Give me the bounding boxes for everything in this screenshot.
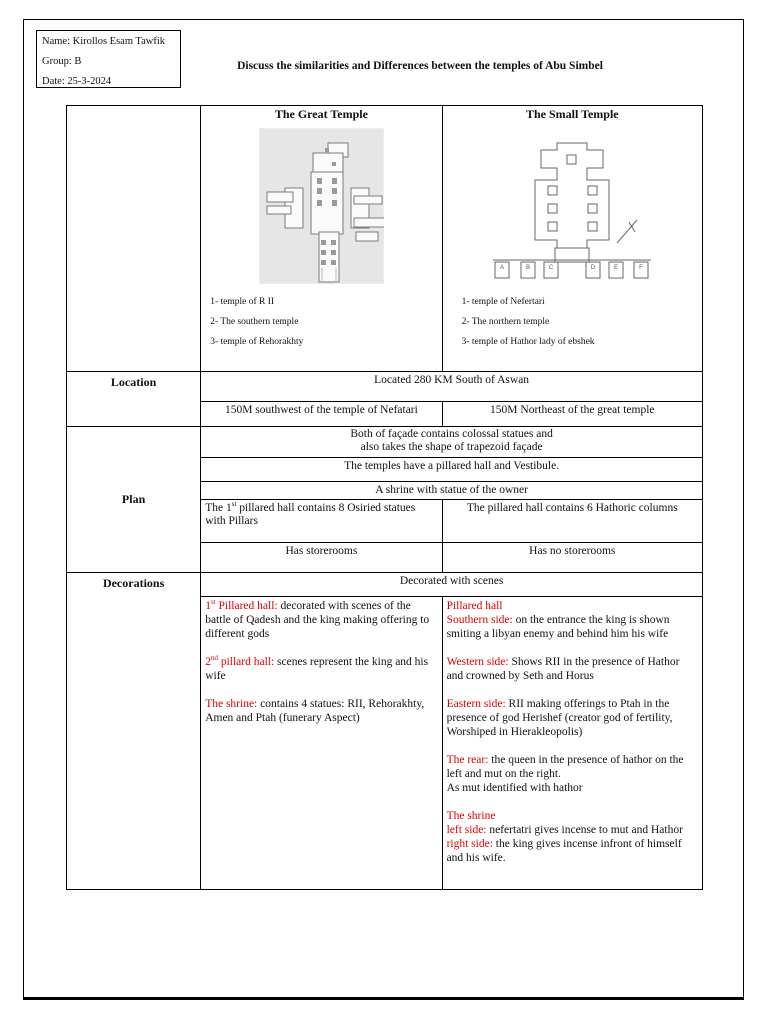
plan-label: Plan (67, 427, 201, 573)
group-label: Group: (42, 55, 72, 67)
small-temple-names-list (443, 284, 702, 352)
chamber-label: B (526, 265, 531, 271)
plan-great-storeroom: Has storerooms (201, 543, 442, 573)
plan-facade (201, 427, 703, 458)
text: contains 4 statues: RII, Rehorakhty, Amen and Ptah (funerary Aspect) (205, 698, 425, 724)
chamber-label: E (614, 265, 619, 271)
decorations-great (201, 597, 442, 890)
location-great: 150M southwest of the temple of Nefatari (201, 402, 442, 427)
text: decorated with scenes of the battle of Qadesh and the king making offering to different gods (205, 600, 430, 640)
red-text: The rear: (446, 754, 489, 766)
date-value: 25-3-2024 (67, 75, 112, 87)
location-small: 150M Northeast of the great temple (442, 402, 702, 427)
red-text: The shrine: (205, 698, 258, 710)
plan-facade-row (67, 427, 703, 458)
list-item: 1- temple of R II (210, 297, 275, 307)
list-item: 2- The southern temple (210, 317, 299, 327)
small-temple-cell (442, 106, 702, 372)
chamber-label: D (591, 265, 596, 271)
name-label: Name: (42, 36, 70, 47)
header-row (67, 106, 703, 372)
plan-pillared: The temples have a pillared hall and Vestibule. (201, 458, 703, 482)
text: As mut identified with hathor (446, 782, 583, 794)
small-decor-paragraph (447, 655, 698, 683)
red-text: Pillared hall: (215, 600, 278, 612)
decorations-shared: Decorated with scenes (201, 573, 703, 597)
red-text: left side: (446, 824, 487, 836)
name-line (42, 32, 175, 52)
location-row (67, 372, 703, 402)
plan-facade-line2: also takes the shape of trapezoid façade (360, 441, 543, 453)
text: RII making offerings to Ptah in the presence of god Herishef (creator god of fertility, Worshiped in Hierakleopolis) (446, 698, 673, 738)
student-info-box (36, 30, 181, 88)
chamber-label: A (500, 265, 505, 271)
great-decor-paragraph (205, 697, 437, 725)
student-name: Kirollos Esam Tawfik (72, 36, 166, 47)
small-temple-plan-image (487, 128, 657, 284)
superscript: nd (210, 654, 218, 663)
red-text: 2 (205, 656, 211, 668)
superscript: st (210, 598, 216, 607)
decorations-label: Decorations (67, 573, 201, 890)
red-text: right side: (446, 838, 493, 850)
location-label: Location (67, 372, 201, 427)
red-text: Eastern side: (446, 698, 506, 710)
red-text: pillard hall: (217, 656, 275, 668)
text: the queen in the presence of hathor on the left and mut on the right. (446, 754, 684, 780)
text: the king gives incense infront of himself and his wife. (446, 838, 682, 864)
text: pillared hall contains 8 Osiried statues with Pillars (205, 502, 416, 527)
plan-facade-line1: Both of façade contains colossal statues and (350, 428, 553, 440)
great-temple-cell (201, 106, 442, 372)
list-item: 1- temple of Nefertari (461, 297, 545, 307)
empty-corner-cell (67, 106, 201, 372)
great-temple-heading: The Great Temple (274, 107, 368, 121)
red-text: Western side: (446, 656, 509, 668)
list-item: 2- The northern temple (461, 317, 550, 327)
chamber-label: F (639, 265, 644, 271)
red-text: Pillared hall (446, 600, 503, 612)
plan-shrine: A shrine with statue of the owner (201, 482, 703, 500)
great-decor-paragraph (205, 655, 437, 683)
plan-small-storeroom: Has no storerooms (442, 543, 702, 573)
small-decor-paragraph (447, 809, 698, 865)
superscript: st (231, 500, 237, 509)
list-item: 3- temple of Hathor lady of ebshek (461, 337, 595, 347)
comparison-table (66, 105, 703, 890)
group-value: B (74, 55, 82, 67)
document-title: Discuss the similarities and Differences between the temples of Abu Simbel (237, 60, 603, 72)
small-temple-heading: The Small Temple (525, 107, 619, 121)
great-temple-names-list (201, 284, 441, 352)
decorations-row (67, 573, 703, 597)
red-text: 1 (205, 600, 211, 612)
list-item: 3- temple of Rehorakhty (210, 337, 304, 347)
location-shared: Located 280 KM South of Aswan (201, 372, 703, 402)
chamber-label: C (549, 265, 554, 271)
great-decor-paragraph (205, 599, 437, 641)
red-text: Southern side: (446, 614, 513, 626)
small-decor-paragraph (447, 599, 698, 641)
red-text: The shrine (446, 810, 496, 822)
decorations-small (442, 597, 702, 890)
text: The 1 (205, 502, 232, 514)
small-decor-paragraph (447, 753, 698, 795)
small-decor-paragraph (447, 697, 698, 739)
group-line (42, 52, 175, 72)
text: on the entrance the king is shown smiting a libyan enemy and behind him his wife (446, 614, 670, 640)
plan-small-hall: The pillared hall contains 6 Hathoric columns (442, 500, 702, 543)
text: nefertatri gives incense to mut and Hathor (486, 824, 683, 836)
date-line (42, 72, 175, 92)
text: Shows RII in the presence of Hathor and crowned by Seth and Horus (446, 656, 680, 682)
great-temple-plan-image (259, 128, 384, 284)
plan-great-hall (201, 500, 442, 543)
text: scenes represent the king and his wife (205, 656, 429, 682)
date-label: Date: (42, 75, 65, 87)
